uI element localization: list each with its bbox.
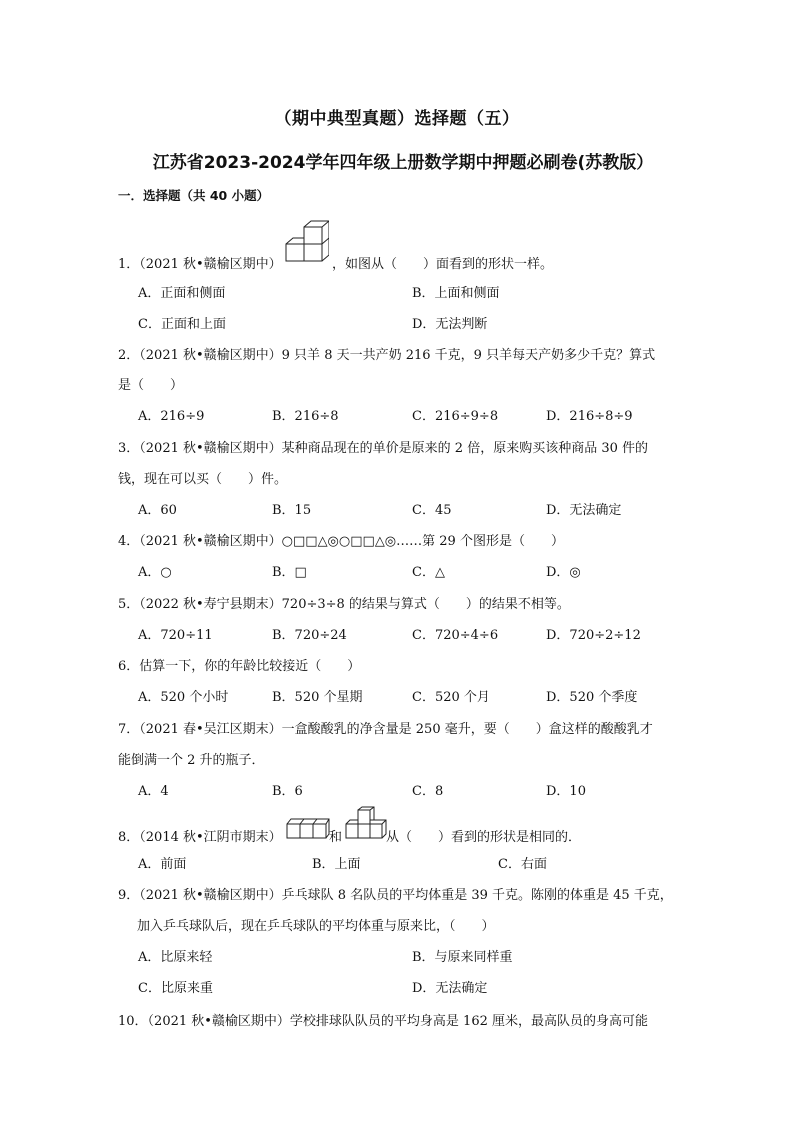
question-6-option-b[interactable]: B．520 个星期 <box>272 690 363 705</box>
cube-front-face <box>304 244 322 261</box>
cube-stack-figure-q8-b <box>345 806 387 842</box>
question-2-option-b[interactable]: B．216÷8 <box>272 409 339 424</box>
question-3-text-b: 钱，现在可以买（ ）件。 <box>118 472 288 487</box>
cube-front-face <box>358 824 370 838</box>
question-8-option-a[interactable]: A．前面 <box>138 857 187 872</box>
question-9-option-d[interactable]: D．无法确定 <box>412 981 488 996</box>
question-2-option-a[interactable]: A．216÷9 <box>138 409 205 424</box>
question-3-option-d[interactable]: D．无法确定 <box>546 503 622 518</box>
question-5-option-c[interactable]: C．720÷4÷6 <box>412 628 499 643</box>
question-10-text: 10．（2021 秋•赣榆区期中）学校排球队队员的平均身高是 162 厘米，最高队员的身高可能 <box>118 1014 649 1029</box>
question-2-option-d[interactable]: D．216÷8÷9 <box>546 409 633 424</box>
question-1-option-c[interactable]: C．正面和上面 <box>138 317 226 332</box>
question-7-option-a[interactable]: A．4 <box>138 784 169 799</box>
cube-row-figure-q8-a <box>286 816 330 842</box>
document-subtitle: 江苏省2023-2024学年四年级上册数学期中押题必刷卷(苏教版） <box>152 153 654 173</box>
question-7-option-c[interactable]: C．8 <box>412 784 444 799</box>
question-4-option-d[interactable]: D．◎ <box>546 565 581 580</box>
cube-front-face <box>304 227 322 244</box>
question-9-text-b: 加入乒乓球队后，现在乒乓球队的平均体重与原来比，（ ） <box>137 919 495 934</box>
document-title: （期中典型真题）选择题（五） <box>274 109 520 129</box>
question-3-option-a[interactable]: A．60 <box>138 503 177 518</box>
question-2-text-a: 2．（2021 秋•赣榆区期中）9 只羊 8 天一共产奶 216 千克，9 只羊每天产奶多少千克？算式 <box>118 348 656 363</box>
question-8-option-b[interactable]: B．上面 <box>312 857 361 872</box>
question-7-text-b: 能倒满一个 2 升的瓶子． <box>118 753 265 768</box>
question-2-option-c[interactable]: C．216÷9÷8 <box>412 409 499 424</box>
cube-front-face <box>346 824 358 838</box>
cube-edge <box>287 819 329 838</box>
question-8-text-c: 从（ ）看到的形状是相同的． <box>386 830 582 845</box>
question-7-text-a: 7．（2021 春•吴江区期末）一盒酸酸乳的净含量是 250 毫升，要（ ）盒这样的酸酸乳才 <box>118 722 653 737</box>
question-5-option-b[interactable]: B．720÷24 <box>272 628 347 643</box>
cube-edge <box>322 238 329 244</box>
cube-stack-figure-q1 <box>285 216 329 264</box>
cube-front-face <box>300 824 313 838</box>
question-9-option-a[interactable]: A．比原来轻 <box>138 950 213 965</box>
question-6-option-d[interactable]: D．520 个季度 <box>546 690 638 705</box>
question-1-text-a: 1．（2021 秋•赣榆区期中） <box>118 257 282 272</box>
question-5-option-d[interactable]: D．720÷2÷12 <box>546 628 641 643</box>
section-heading: 一．选择题（共 40 小题） <box>118 188 270 203</box>
cube-edge <box>322 221 329 227</box>
cube-front-face <box>286 244 304 261</box>
cube-edge <box>286 238 304 244</box>
cube-front-face <box>287 824 300 838</box>
question-5-text: 5．（2022 秋•寿宁县期末）720÷3÷8 的结果与算式（ ）的结果不相等。 <box>118 597 570 612</box>
cube-front-face <box>313 824 326 838</box>
question-2-text-b: 是（ ） <box>118 378 184 393</box>
question-8-text-b: 和 <box>329 830 343 845</box>
question-1-option-d[interactable]: D．无法判断 <box>412 317 488 332</box>
question-5-option-a[interactable]: A．720÷11 <box>138 628 213 643</box>
question-3-option-b[interactable]: B．15 <box>272 503 312 518</box>
question-7-option-d[interactable]: D．10 <box>546 784 586 799</box>
question-3-text-a: 3．（2021 秋•赣榆区期中）某种商品现在的单价是原来的 2 倍，原来购买该种商品 30 件的 <box>118 441 648 456</box>
question-1-option-b[interactable]: B．上面和侧面 <box>412 286 500 301</box>
question-9-option-c[interactable]: C．比原来重 <box>138 981 213 996</box>
cube-edge <box>300 819 329 824</box>
question-4-option-c[interactable]: C．△ <box>412 565 445 580</box>
question-1-text-b: ，如图从（ ）面看到的形状一样。 <box>332 257 554 272</box>
cube-edge <box>346 820 386 838</box>
question-6-text: 6．估算一下，你的年龄比较接近（ ） <box>118 659 361 674</box>
question-6-option-c[interactable]: C．520 个月 <box>412 690 490 705</box>
question-7-option-b[interactable]: B．6 <box>272 784 303 799</box>
question-1-option-a[interactable]: A．正面和侧面 <box>138 286 226 301</box>
question-3-option-c[interactable]: C．45 <box>412 503 452 518</box>
question-4-option-a[interactable]: A．○ <box>138 565 172 580</box>
question-4-text: 4．（2021 秋•赣榆区期中）○□□△◎○□□△◎……第 29 个图形是（ ） <box>118 534 564 549</box>
question-9-text-a: 9．（2021 秋•赣榆区期中）乒乓球队 8 名队员的平均体重是 39 千克。陈刚的体重是 45 千克， <box>118 888 673 903</box>
question-8-option-c[interactable]: C．右面 <box>498 857 547 872</box>
question-4-option-b[interactable]: B．□ <box>272 565 307 580</box>
cube-front-face <box>358 810 370 824</box>
cube-front-face <box>370 824 382 838</box>
question-6-option-a[interactable]: A．520 个小时 <box>138 690 229 705</box>
question-8-text-a: 8．（2014 秋•江阴市期末） <box>118 830 282 845</box>
question-9-option-b[interactable]: B．与原来同样重 <box>412 950 513 965</box>
